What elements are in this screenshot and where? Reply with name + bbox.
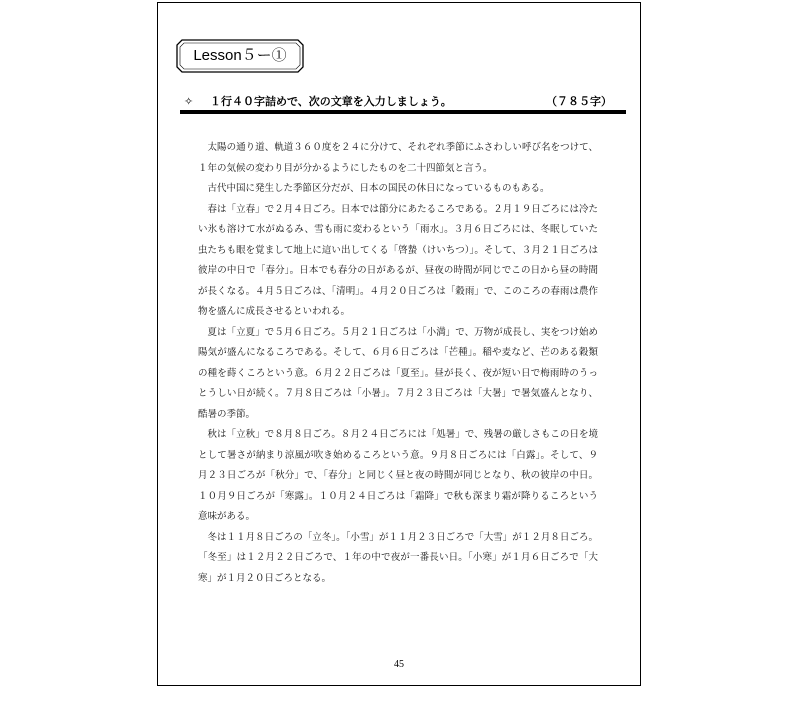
paragraph: 冬は１１月８日ごろの「立冬」。「小雪」が１１月２３日ごろで「大雪」が１２月８日ごろ。「冬至」は１２月２２日ごろで、１年の中で夜が一番長い日。「小寒」が１月６日ごろで「大寒」が１月２０日ごろとなる。 xyxy=(198,531,598,584)
lesson-title-box xyxy=(176,39,304,73)
paragraph: 古代中国に発生した季節区分だが、日本の国民の休日になっているものもある。 xyxy=(207,183,550,194)
paragraph: 太陽の通り道、軌道３６０度を２４に分けて、それぞれ季節にふさわしい呼び名をつけて、１年の気候の変わり目が分かるようにしたものを二十四節気と言う。 xyxy=(198,142,598,174)
document-page xyxy=(157,2,641,686)
instruction-row xyxy=(180,95,626,109)
heading-divider xyxy=(180,110,626,114)
diamond-bullet-icon: ✧ xyxy=(184,95,194,108)
exercise-body xyxy=(198,138,598,589)
lesson-title: Lesson５ー① xyxy=(193,47,287,64)
instruction-text: １行４０字詰めで、次の文章を入力しましょう。 xyxy=(210,95,452,108)
paragraph: 春は「立春」で２月４日ごろ。日本では節分にあたるころである。２月１９日ごろには冷たい氷も溶けて水がぬるみ、雪も雨に変わるという「雨水」。３月６日ごろには、冬眠していた虫たちも眼を覚まして地上に這い出してくる「啓蟄（けいちつ）」。そして、３月２１日ごろは彼岸の中日で「春分」。日本でも春分の日があるが、昼夜の時間が同じでこの日から昼の時間が長くなる。４月５日ごろは、「清明」。４月２０日ごろは「穀雨」で、このころの春雨は農作物を盛んに成長させるといわれる。 xyxy=(198,203,598,317)
paragraph: 夏は「立夏」で５月６日ごろ。５月２１日ごろは「小満」で、万物が成長し、実をつけ始め陽気が盛んになるころである。そして、６月６日ごろは「芒種」。稲や麦など、芒のある穀類の種を蒔くころという意。６月２２日ごろは「夏至」。昼が長く、夜が短い日で梅雨時のうっとうしい日が続く。７月８日ごろは「小暑」。７月２３日ごろは「大暑」で暑気盛んとなり、酷暑の季節。 xyxy=(198,326,598,420)
character-count: （７８５字） xyxy=(546,95,612,108)
paragraph: 秋は「立秋」で８月８日ごろ。８月２４日ごろには「処暑」で、残暑の厳しさもこの日を境として暑さが納まり涼風が吹き始めるころという意。９月８日ごろには「白露」。そして、９月２３日ごろが「秋分」で、「春分」と同じく昼と夜の時間が同じとなり、秋の彼岸の中日。１０月９日ごろが「寒露」。１０月２４日ごろは「霜降」で秋も深まり霜が降りるころという意味がある。 xyxy=(198,429,598,522)
page-number: 45 xyxy=(394,659,404,670)
